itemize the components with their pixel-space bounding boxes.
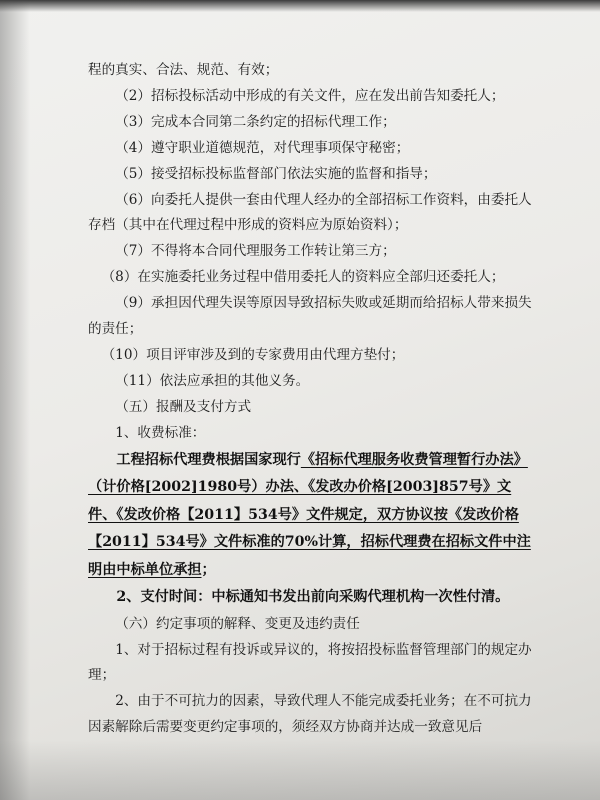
fee-lead: 工程招标代理费根据国家现行	[116, 451, 301, 468]
fee-standard-paragraph	[88, 447, 536, 585]
left-shadow	[0, 0, 30, 800]
section-heading: （五）报酬及支付方式	[115, 398, 252, 415]
section-heading: （六）约定事项的解释、变更及违约责任	[115, 615, 360, 632]
text-line: （2）招标投标活动中形成的有关文件，应在发出前告知委托人；	[115, 87, 505, 104]
text-line: （6）向委托人提供一套由代理人经办的全部招标工作资料，由委托人存档（其中在代理过程中形成的资料应为原始资料）；	[88, 191, 532, 234]
text-line: （3）完成本合同第二条约定的招标代理工作；	[115, 113, 396, 130]
subheading: 1、收费标准：	[115, 424, 206, 441]
bottom-shadow	[0, 740, 600, 800]
text-line: （8）在实施委托业务过程中借用委托人的资料应全部归还委托人；	[101, 269, 505, 286]
top-shadow	[0, 0, 600, 12]
fee-end: ；	[201, 561, 216, 578]
text-line: （5）接受招标投标监督部门依法实施的监督和指导；	[115, 165, 437, 182]
clause-2: 2、由于不可抗力的因素，导致代理人不能完成委托业务；在不可抗力因素解除后需要变更约定事项的，须经双方协商并达成一致意见后	[88, 693, 532, 736]
clause-1: 1、对于招标过程有投诉或异议的，将按招投标监督管理部门的规定办理；	[88, 641, 532, 684]
text-line: （4）遵守职业道德规范，对代理事项保守秘密；	[115, 139, 410, 156]
text-line: （10）项目评审涉及到的专家费用由代理方垫付；	[101, 346, 405, 363]
text-line: （7）不得将本合同代理服务工作转让第三方；	[115, 243, 396, 260]
text-line: （9）承担因代理失误等原因导致招标失败或延期而给招标人带来损失的责任；	[88, 295, 532, 338]
text-line: 程的真实、合法、规范、有效；	[88, 62, 279, 78]
document-body	[88, 58, 536, 741]
fee-underlined-text: 《招标代理服务收费管理暂行办法》（计价格[2002]1980号）办法、《发改办价格[2003]857号》文件、《发改价格【2011】534号》文件规定，双方协议按《发改价格【2011】534号》文件标准的70%计算，招标代理费在招标文件中注明由中标单位承担	[88, 451, 531, 578]
payment-time: 2、支付时间：中标通知书发出前向采购代理机构一次性付清。	[116, 589, 510, 606]
text-line: （11）依法应承担的其他义务。	[115, 372, 310, 389]
